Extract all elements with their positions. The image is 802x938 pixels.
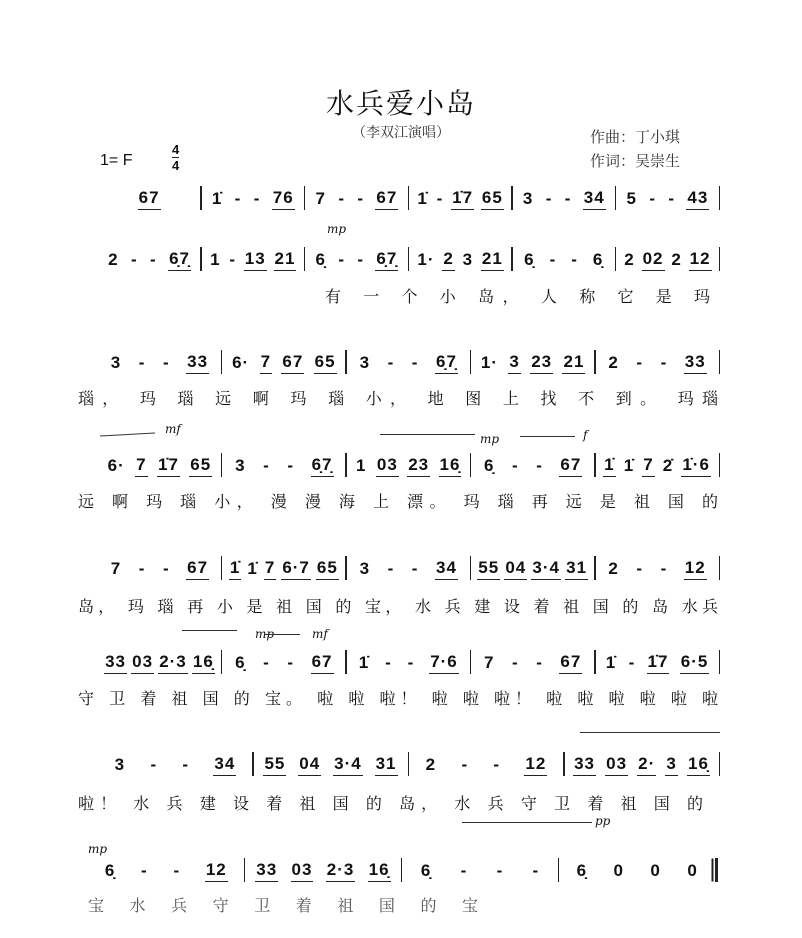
measure xyxy=(347,557,470,580)
dynamic-mark: mp xyxy=(255,627,275,641)
dash-extension: - xyxy=(564,189,572,208)
dash-extension: - xyxy=(162,353,170,372)
measure xyxy=(98,753,252,776)
notation-line xyxy=(98,650,720,674)
note: 12 xyxy=(524,753,547,776)
note: 6· xyxy=(107,456,125,475)
note: 55 xyxy=(477,557,500,580)
note: 3 xyxy=(522,189,534,208)
note: 03 xyxy=(605,753,628,776)
dash-extension: - xyxy=(536,653,543,672)
note: 3 xyxy=(508,351,520,374)
time-bottom: 4 xyxy=(172,158,180,173)
note: 3 xyxy=(462,250,474,269)
dash-extension: - xyxy=(660,559,668,578)
dash-extension: - xyxy=(461,755,469,774)
measure xyxy=(616,248,718,271)
measure xyxy=(88,859,244,882)
dash-extension: - xyxy=(138,559,146,578)
dynamic-mark: pp xyxy=(595,814,611,828)
note: 1̇7 xyxy=(157,454,180,477)
note: 6̣ xyxy=(483,456,495,475)
note: 3 xyxy=(359,559,371,578)
measure xyxy=(596,557,719,580)
note: 6̣ xyxy=(235,653,246,672)
note: 76 xyxy=(272,187,295,210)
note: 12 xyxy=(684,557,707,580)
notation-line xyxy=(88,858,718,882)
note: 7 xyxy=(483,653,495,672)
note: 1̇ xyxy=(211,189,223,208)
note: 1 xyxy=(356,456,367,475)
note: 3 xyxy=(359,353,371,372)
dash-extension: - xyxy=(263,456,270,475)
measure xyxy=(222,651,345,674)
note: 67 xyxy=(281,351,304,374)
note: 1̇ xyxy=(358,653,370,672)
dash-extension: - xyxy=(496,861,504,880)
note: 2 xyxy=(671,250,682,269)
note: 1· xyxy=(480,353,499,372)
measure xyxy=(347,651,470,674)
measure xyxy=(409,187,511,210)
dash-extension: - xyxy=(357,250,365,269)
note: 31 xyxy=(375,753,398,776)
measure xyxy=(98,351,221,374)
composer-credit: 作曲：丁小琪 xyxy=(590,128,681,146)
note: 03 xyxy=(376,454,399,477)
note: 6· xyxy=(232,353,250,372)
singer-credit: （李双江演唱） xyxy=(352,124,450,140)
note: 1̇7 xyxy=(451,187,474,210)
note: 0 xyxy=(650,861,661,880)
note: 33 xyxy=(186,351,209,374)
note: 16̣ xyxy=(439,454,462,477)
note: 21 xyxy=(481,248,504,271)
dash-extension: - xyxy=(150,755,158,774)
dash-extension: - xyxy=(287,653,295,672)
dash-extension: - xyxy=(628,653,636,672)
measure xyxy=(471,557,594,580)
note: 21 xyxy=(274,248,297,271)
dynamic-mark: mp xyxy=(88,842,108,856)
note: 6̣7̣ xyxy=(168,248,191,271)
lyric-line-7: 宝 水 兵 守 卫 着 祖 国 的 宝 xyxy=(88,896,478,915)
note: 7 xyxy=(110,559,122,578)
measure xyxy=(98,557,221,580)
note: 5 xyxy=(626,189,637,208)
note: 1̇ xyxy=(603,454,615,477)
note: 6̣ xyxy=(592,250,604,269)
note: 2̇ xyxy=(662,456,674,475)
notation-line xyxy=(98,186,720,210)
dash-extension: - xyxy=(545,189,553,208)
note: 23 xyxy=(407,454,430,477)
dash-extension: - xyxy=(182,755,190,774)
barline xyxy=(719,186,721,210)
note: 3 xyxy=(235,456,246,475)
dash-extension: - xyxy=(357,189,365,208)
dash-extension: - xyxy=(493,755,501,774)
note: 2 xyxy=(108,250,119,269)
note: 7 xyxy=(260,351,272,374)
lyric-line-5: 守 卫 着 祖 国 的 宝。 啦 啦 啦！ 啦 啦 啦！ 啦 啦 啦 啦 啦 啦 xyxy=(78,689,718,708)
dynamic-mark: mp xyxy=(480,432,500,446)
note: 12 xyxy=(689,248,712,271)
dash-extension: - xyxy=(385,653,392,672)
decrescendo-hairpin xyxy=(580,732,720,733)
note: 34 xyxy=(583,187,606,210)
note: 67 xyxy=(311,651,334,674)
note: 7 xyxy=(135,454,147,477)
note: 1̇ xyxy=(417,189,428,208)
note: 3 xyxy=(665,753,677,776)
measure xyxy=(305,248,407,271)
dash-extension: - xyxy=(571,250,578,269)
barline xyxy=(719,752,721,776)
note: 6̣7̣ xyxy=(311,454,334,477)
dash-extension: - xyxy=(287,456,295,475)
note: 2 xyxy=(608,559,619,578)
note: 2 xyxy=(608,353,619,372)
measure xyxy=(245,859,401,882)
notation-line xyxy=(98,247,720,271)
note: 33 xyxy=(684,351,707,374)
song-title: 水兵爱小岛 xyxy=(325,87,476,120)
measure xyxy=(222,557,345,580)
measure xyxy=(254,753,408,776)
dash-extension: - xyxy=(162,559,170,578)
measure xyxy=(222,454,345,477)
note: 31 xyxy=(565,557,588,580)
note: 02 xyxy=(642,248,665,271)
key-signature: 1= F xyxy=(100,152,133,169)
note: 2· xyxy=(637,753,656,776)
note: 16̣ xyxy=(192,651,215,674)
measure xyxy=(559,860,715,882)
note: 65 xyxy=(189,454,212,477)
note: 1̇ xyxy=(623,456,635,475)
barline xyxy=(719,650,721,674)
note: 03 xyxy=(291,859,314,882)
note: 16̣ xyxy=(687,753,710,776)
measure xyxy=(347,351,470,374)
measure xyxy=(409,248,511,271)
crescendo-hairpin xyxy=(100,433,155,437)
measure xyxy=(98,454,221,477)
measure xyxy=(596,454,719,477)
dash-extension: - xyxy=(636,559,644,578)
barline xyxy=(719,453,721,477)
note: 34 xyxy=(213,753,236,776)
note: 33 xyxy=(573,753,596,776)
note: 6̣ xyxy=(576,861,588,880)
dash-extension: - xyxy=(387,353,395,372)
note: 7 xyxy=(642,454,654,477)
decrescendo-hairpin xyxy=(462,822,592,823)
dash-extension: - xyxy=(532,861,540,880)
note: 6·7 xyxy=(281,557,311,580)
note: 2·3 xyxy=(158,651,188,674)
note: 7 xyxy=(315,189,326,208)
lyric-line-1: 有 一 个 小 岛， 人 称 它 是 玛 xyxy=(325,287,710,306)
measure xyxy=(513,187,615,210)
note: 6̣ xyxy=(315,250,326,269)
dynamic-mark: f xyxy=(583,428,588,442)
measure xyxy=(402,860,558,882)
measure xyxy=(98,651,221,674)
note: 67 xyxy=(375,187,398,210)
notation-line xyxy=(98,350,720,374)
dash-extension: - xyxy=(511,653,519,672)
note: 6̣ xyxy=(104,861,116,880)
note: 65 xyxy=(314,351,337,374)
note: 03 xyxy=(131,651,154,674)
measure xyxy=(305,187,407,210)
note: 0 xyxy=(613,861,624,880)
dynamic-mark: mf xyxy=(165,422,181,436)
measure xyxy=(98,248,200,271)
measure xyxy=(596,351,719,374)
dash-extension: - xyxy=(649,189,657,208)
dash-extension: - xyxy=(411,353,419,372)
note: 3·4 xyxy=(531,557,561,580)
note: 23 xyxy=(530,351,553,374)
note: 34 xyxy=(435,557,458,580)
barline xyxy=(719,247,721,271)
dash-extension: - xyxy=(636,353,644,372)
dynamic-mark: mf xyxy=(312,627,328,641)
note: 55 xyxy=(263,753,286,776)
final-barline xyxy=(715,858,718,882)
note: 04 xyxy=(298,753,321,776)
note: 0 xyxy=(687,861,698,880)
dash-extension: - xyxy=(660,353,668,372)
measure xyxy=(409,753,563,776)
barline xyxy=(719,556,721,580)
measure xyxy=(471,651,594,674)
measure xyxy=(202,248,304,271)
note: 13 xyxy=(244,248,267,271)
dash-extension: - xyxy=(338,250,346,269)
crescendo-hairpin xyxy=(520,436,575,437)
dash-extension: - xyxy=(338,189,346,208)
dash-extension: - xyxy=(234,189,242,208)
note: 1 xyxy=(210,250,221,269)
dash-extension: - xyxy=(173,861,181,880)
decrescendo-hairpin xyxy=(182,630,237,631)
notation-line xyxy=(98,752,720,776)
dash-extension: - xyxy=(229,250,236,269)
measure xyxy=(347,454,470,477)
measure xyxy=(596,651,719,674)
dash-extension: - xyxy=(138,353,146,372)
lyric-line-4: 岛， 玛 瑙 再 小 是 祖 国 的 宝， 水 兵 建 设 着 祖 国 的 岛 水兵 xyxy=(78,597,718,616)
dash-extension: - xyxy=(131,250,138,269)
dash-extension: - xyxy=(150,250,157,269)
note: 6̣ xyxy=(420,861,432,880)
note: 67 xyxy=(138,187,161,210)
measure xyxy=(222,351,345,374)
note: 67 xyxy=(559,651,582,674)
dash-extension: - xyxy=(407,653,415,672)
note: 12 xyxy=(205,859,228,882)
dash-extension: - xyxy=(411,559,419,578)
lyric-line-3: 远 啊 玛 瑙 小， 漫 漫 海 上 漂。 玛 瑙 再 远 是 祖 国 的 xyxy=(78,492,718,511)
dash-extension: - xyxy=(511,456,519,475)
note: 43 xyxy=(686,187,709,210)
note: 7·6 xyxy=(429,651,459,674)
dash-extension: - xyxy=(668,189,676,208)
note: 3 xyxy=(110,353,122,372)
measure xyxy=(565,753,719,776)
note: 3 xyxy=(114,755,126,774)
notation-line xyxy=(98,453,720,477)
note: 6̣7̣ xyxy=(375,248,398,271)
note: 65 xyxy=(481,187,504,210)
note: 2 xyxy=(425,755,437,774)
note: 1̇ xyxy=(247,559,258,578)
measure xyxy=(202,187,304,210)
note: 2·3 xyxy=(326,859,356,882)
measure xyxy=(471,454,594,477)
crescendo-hairpin xyxy=(265,634,300,635)
dash-extension: - xyxy=(536,456,543,475)
time-signature xyxy=(172,142,179,173)
note: 67 xyxy=(559,454,582,477)
note: 33 xyxy=(255,859,278,882)
dash-extension: - xyxy=(460,861,468,880)
note: 67 xyxy=(186,557,209,580)
note: 1· xyxy=(417,250,435,269)
note: 1̇·6 xyxy=(681,454,711,477)
note: 3·4 xyxy=(333,753,363,776)
lyric-line-2: 瑙， 玛 瑙 远 啊 玛 瑙 小， 地 图 上 找 不 到。 玛瑙 xyxy=(78,389,718,408)
note: 65 xyxy=(316,557,339,580)
note: 6·5 xyxy=(680,651,710,674)
time-top: 4 xyxy=(172,142,180,157)
measure xyxy=(616,187,718,210)
dynamic-mark: mp xyxy=(327,222,347,236)
note: 1̇7 xyxy=(647,651,670,674)
dash-extension: - xyxy=(436,189,444,208)
note: 33 xyxy=(104,651,127,674)
dash-extension: - xyxy=(263,653,270,672)
barline xyxy=(719,350,721,374)
dash-extension: - xyxy=(387,559,395,578)
dash-extension: - xyxy=(549,250,557,269)
lyric-line-6: 啦！ 水 兵 建 设 着 祖 国 的 岛， 水 兵 守 卫 着 祖 国 的 xyxy=(78,794,703,813)
dash-extension: - xyxy=(141,861,148,880)
note: 1̇ xyxy=(229,557,241,580)
note: 16̣ xyxy=(368,859,391,882)
measure xyxy=(513,249,615,271)
note: 2 xyxy=(442,248,454,271)
measure xyxy=(471,351,594,374)
note: 21 xyxy=(562,351,585,374)
note: 6̣7̣ xyxy=(435,351,458,374)
note: 04 xyxy=(504,557,527,580)
note: 1̇ xyxy=(605,653,617,672)
decrescendo-hairpin xyxy=(380,434,475,435)
note: 2 xyxy=(624,250,635,269)
dash-extension: - xyxy=(253,189,261,208)
note: 6̣ xyxy=(524,250,535,269)
lyricist-credit: 作词：吴崇生 xyxy=(590,152,681,170)
measure xyxy=(98,187,200,210)
notation-line xyxy=(98,556,720,580)
note: 7 xyxy=(264,557,276,580)
